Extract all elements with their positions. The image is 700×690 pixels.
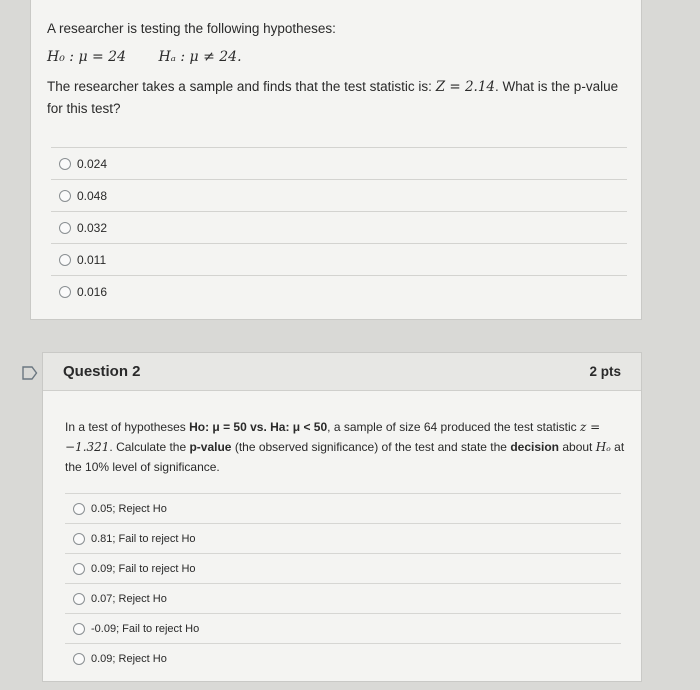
- q1-stem-part1: The researcher takes a sample and finds that the test statistic is:: [47, 79, 436, 94]
- radio-icon[interactable]: [59, 254, 71, 266]
- q1-option[interactable]: [51, 179, 627, 211]
- q1-option-label: 0.048: [77, 188, 108, 203]
- q1-option[interactable]: [51, 275, 627, 307]
- question-2-title: Question 2: [63, 363, 141, 380]
- q2-option[interactable]: [65, 553, 621, 583]
- radio-icon[interactable]: [73, 593, 85, 605]
- q1-option[interactable]: [51, 243, 627, 275]
- radio-icon[interactable]: [59, 158, 71, 170]
- q2-option-label: 0.05; Reject Ho: [91, 502, 167, 515]
- radio-icon[interactable]: [59, 190, 71, 202]
- radio-icon[interactable]: [73, 503, 85, 515]
- q2-options: [65, 493, 621, 673]
- q2-option[interactable]: [65, 643, 621, 673]
- q2-decision-label: decision: [510, 440, 560, 454]
- question-2-points: 2 pts: [589, 364, 621, 379]
- radio-icon[interactable]: [73, 623, 85, 635]
- radio-icon[interactable]: [59, 222, 71, 234]
- question-2-header: [43, 353, 641, 391]
- q1-options: [51, 147, 627, 307]
- q2-stat: z = −1.321: [65, 420, 601, 454]
- q2-text-c: . Calculate the: [109, 440, 190, 454]
- q2-text-b: , a sample of size 64 produced the test statistic: [327, 420, 580, 434]
- q2-option[interactable]: [65, 523, 621, 553]
- q2-option-label: 0.07; Reject Ho: [91, 592, 167, 605]
- q2-option-label: 0.81; Fail to reject Ho: [91, 532, 196, 545]
- q2-ho-symbol: Hₒ: [595, 440, 611, 454]
- flag-question-icon[interactable]: [22, 366, 38, 380]
- q1-stem-part2: . What is the p-value for this test?: [47, 79, 619, 116]
- question-1-card: [30, 0, 642, 320]
- q2-hypotheses: Ho: μ = 50 vs. Ha: μ < 50: [189, 420, 328, 434]
- q2-option[interactable]: [65, 493, 621, 523]
- q2-text-f: at the 10% level of significance.: [65, 440, 625, 474]
- radio-icon[interactable]: [73, 563, 85, 575]
- q1-hypotheses: [47, 46, 627, 68]
- q2-text-a: In a test of hypotheses: [65, 420, 190, 434]
- q1-option-label: 0.032: [77, 220, 108, 235]
- q2-option-label: 0.09; Fail to reject Ho: [91, 562, 196, 575]
- q1-stem: [47, 76, 627, 120]
- q1-option[interactable]: [51, 211, 627, 243]
- question-2-text: [65, 417, 625, 477]
- question-1-text: [47, 18, 627, 120]
- q2-option[interactable]: [65, 583, 621, 613]
- q1-stem-stat: Z = 2.14: [435, 79, 496, 95]
- q1-h0: H₀ : μ = 24: [47, 49, 126, 65]
- q2-text-d: (the observed significance) of the test and state the: [231, 440, 511, 454]
- q1-option-label: 0.024: [77, 156, 108, 171]
- q1-option[interactable]: [51, 147, 627, 179]
- q2-text-e: about: [559, 440, 596, 454]
- q1-option-label: 0.011: [77, 252, 107, 267]
- radio-icon[interactable]: [59, 286, 71, 298]
- question-2-card: [42, 352, 642, 682]
- q1-intro: A researcher is testing the following hypotheses:: [47, 21, 336, 36]
- q2-option[interactable]: [65, 613, 621, 643]
- radio-icon[interactable]: [73, 653, 85, 665]
- q1-ha: Hₐ : μ ≠ 24.: [158, 49, 242, 65]
- radio-icon[interactable]: [73, 533, 85, 545]
- q1-option-label: 0.016: [77, 284, 108, 299]
- q2-option-label: -0.09; Fail to reject Ho: [91, 622, 200, 635]
- q2-option-label: 0.09; Reject Ho: [91, 652, 167, 665]
- q2-pvalue-label: p-value: [189, 440, 232, 454]
